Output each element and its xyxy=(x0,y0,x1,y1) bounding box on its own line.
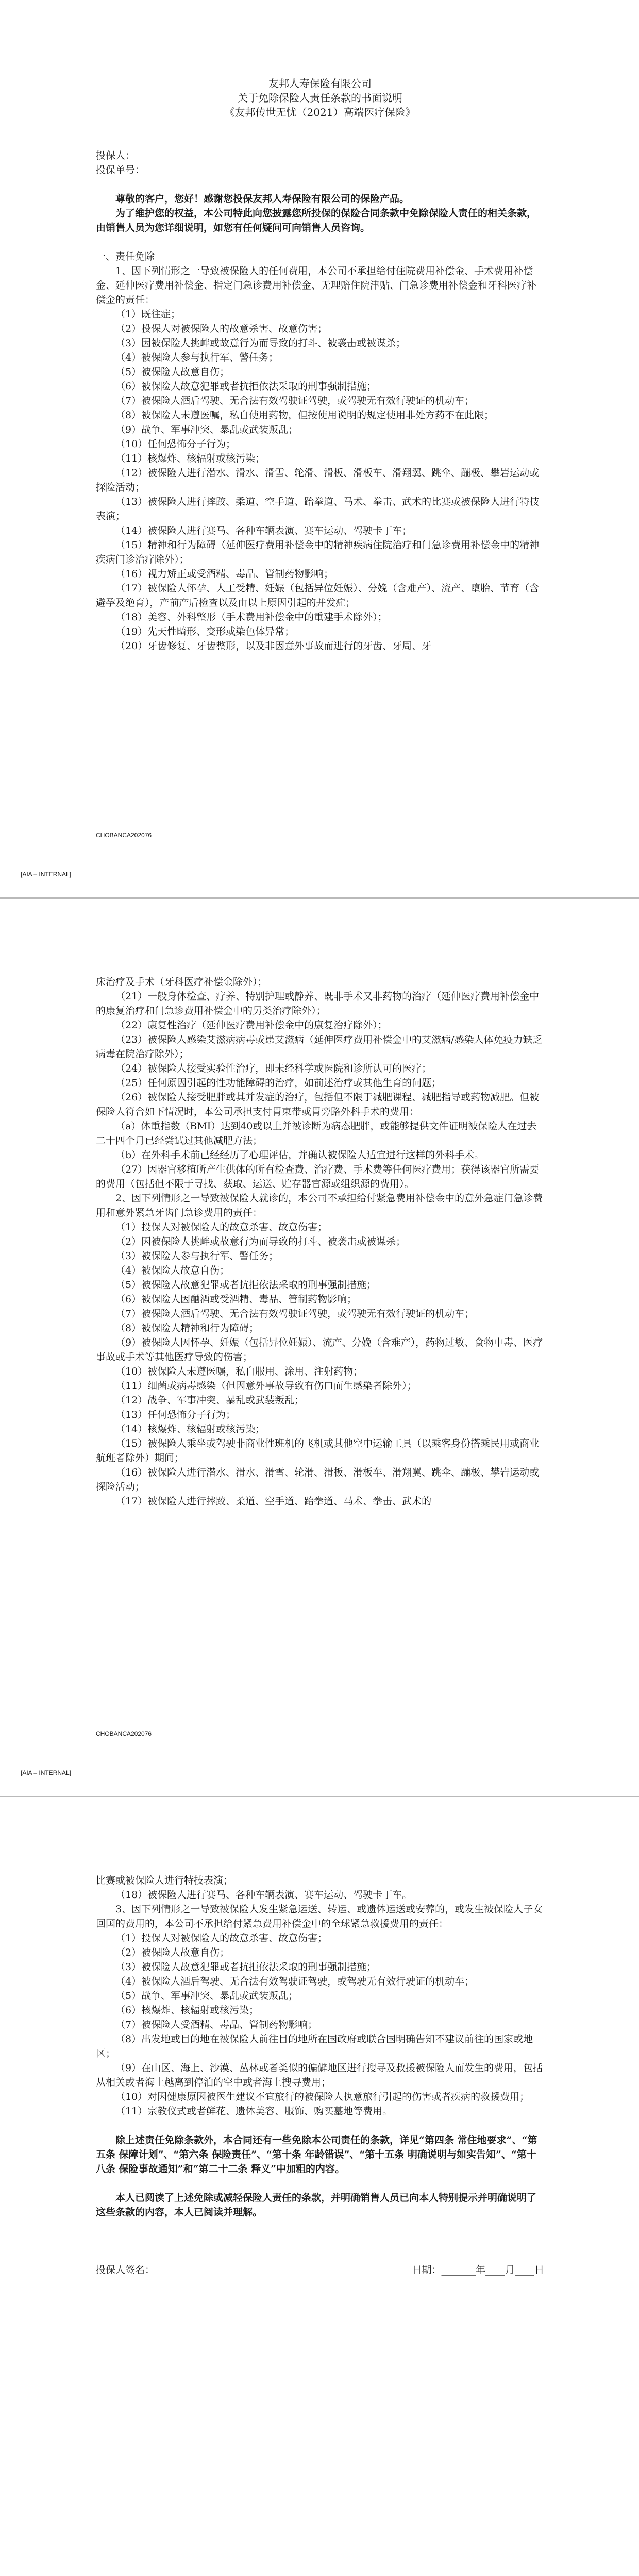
clause-item: （7）被保险人酒后驾驶、无合法有效驾驶证驾驶，或驾驶无有效行驶证的机动车； xyxy=(115,395,475,406)
clause-item: （5）战争、军事冲突、暴乱或武装叛乱； xyxy=(115,1990,298,2002)
clause-item: （13）任何恐怖分子行为； xyxy=(115,1409,236,1420)
clause-item: （20）牙齿修复、牙齿整形，以及非因意外事故而进行的牙齿、牙周、牙 xyxy=(115,640,432,652)
company-name: 友邦人寿保险有限公司 xyxy=(268,77,372,90)
clause-item: （15）被保险人乘坐或驾驶非商业性班机的飞机或其他空中运输工具（以乘客身份搭乘民用或商业航班者除外）期间； xyxy=(96,1438,540,1464)
applicant-declaration: 本人已阅读了上述免除或减轻保险人责任的条款，并明确销售人员已向本人特别提示并明确说明了这些条款的内容，本人已阅读并理解。 xyxy=(96,2192,537,2218)
clause-item: （13）被保险人进行摔跤、柔道、空手道、跆拳道、马术、拳击、武术的比赛或被保险人进行特技表演； xyxy=(96,496,540,522)
intro-greeting: 尊敬的客户，您好！感谢您投保友邦人寿保险有限公司的保险产品。 xyxy=(115,193,410,205)
clause-item: （16）被保险人进行潜水、滑水、滑雪、轮滑、滑板、滑板车、滑翔翼、跳伞、蹦极、攀岩运动或探险活动； xyxy=(96,1467,540,1493)
document-code: CHOBANCA202076 xyxy=(96,1730,152,1737)
clause-item: （8）被保险人精神和行为障碍； xyxy=(115,1323,259,1334)
clause-item: （3）被保险人参与执行军、警任务； xyxy=(115,1250,279,1262)
clause-item: （5）被保险人故意自伤； xyxy=(115,366,230,378)
clause-item: （18）美容、外科整形（手术费用补偿金中的重建手术除外）； xyxy=(115,612,388,623)
clause-item: 3、因下列情形之一导致被保险人发生紧急运送、转运、或遗体运送或安葬的，或发生被保险人子女回国的费用的，本公司不承担给付紧急费用补偿金中的全球紧急救援费用的责任： xyxy=(96,1904,543,1929)
page-3 xyxy=(0,1797,639,2576)
signature-date: 日期：_______年____月____日 xyxy=(412,2264,544,2276)
clause-item: （10）对因健康原因被医生建议不宜旅行的被保险人执意旅行引起的伤害或者疾病的救援费用； xyxy=(115,2091,530,2103)
clause-item: （26）被保险人接受肥胖或其并发症的治疗，包括但不限于减肥课程、减肥指导或药物减肥。但被保险人符合如下情况时，本公司承担支付胃束带或胃旁路外科手术的费用： xyxy=(96,1092,540,1117)
clause-item: （9）战争、军事冲突、暴乱或武装叛乱； xyxy=(115,424,298,435)
clause-item: （8）出发地或目的地在被保险人前往目的地所在国政府或联合国明确告知不建议前往的国家或地区； xyxy=(96,2033,533,2059)
clause-item: （19）先天性畸形、变形或染色体异常； xyxy=(115,626,295,637)
clause-item: （7）被保险人受酒精、毒品、管制药物影响； xyxy=(115,2019,318,2030)
clause-item: 2、因下列情形之一导致被保险人就诊的，本公司不承担给付紧急费用补偿金中的意外急症门急诊费用和意外紧急牙齿门急诊费用的责任： xyxy=(96,1193,543,1218)
clause-item: （2）因被保险人挑衅或故意行为而导致的打斗、被袭击或被谋杀； xyxy=(115,1236,406,1247)
clause-item: （15）精神和行为障碍（延伸医疗费用补偿金中的精神疾病住院治疗和门急诊费用补偿金中的精神疾病门诊治疗除外）； xyxy=(96,539,540,565)
clause-item: （2）被保险人故意自伤； xyxy=(115,1947,230,1958)
clause-item: （11）细菌或病毒感染（但因意外事故导致有伤口而生感染者除外）； xyxy=(115,1380,417,1392)
clause-item: 1、因下列情形之一导致被保险人的任何费用，本公司不承担给付住院费用补偿金、手术费用补偿金、延伸医疗费用补偿金、指定门急诊费用补偿金、无理赔住院津贴、门急诊费用补偿金和牙科医疗补偿金的责任： xyxy=(96,265,537,306)
clause-item: （9）在山区、海上、沙漠、丛林或者类似的偏僻地区进行搜寻及救援被保险人而发生的费用，包括从相关或者海上越离到停泊的空中或者海上搜寻费用； xyxy=(96,2062,543,2088)
clause-item: （8）被保险人未遵医嘱，私自使用药物，但按使用说明的规定使用非处方药不在此限； xyxy=(115,410,494,421)
clause-item: （2）投保人对被保险人的故意杀害、故意伤害； xyxy=(115,323,328,334)
clause-item: （4）被保险人参与执行军、警任务； xyxy=(115,352,279,363)
clause-item: （22）康复性治疗（延伸医疗费用补偿金中的康复治疗除外）； xyxy=(115,1020,388,1031)
clause-item: （3）因被保险人挑衅或故意行为而导致的打斗、被袭击或被谋杀； xyxy=(115,337,406,349)
clause-item: （10）任何恐怖分子行为； xyxy=(115,438,236,450)
clause-item: （1）既往症； xyxy=(115,309,181,320)
clause-item: （a）体重指数（BMI）达到40或以上并被诊断为病态肥胖，或能够提供文件证明被保险人在过去二十四个月已经尝试过其他减肥方法； xyxy=(96,1121,537,1146)
document-code: CHOBANCA202076 xyxy=(96,832,152,839)
clause-item: （16）视力矫正或受酒精、毒品、管制药物影响； xyxy=(115,568,334,580)
signature-row xyxy=(96,2263,544,2277)
intro-statement: 为了维护您的权益，本公司特此向您披露您所投保的保险合同条款中免除保险人责任的相关条款，由销售人员为您详细说明，如您有任何疑问可向销售人员咨询。 xyxy=(96,208,537,233)
clause-item: （14）被保险人进行赛马、各种车辆表演、赛车运动、驾驶卡丁车； xyxy=(115,525,412,536)
clause-item: （6）被保险人故意犯罪或者抗拒依法采取的刑事强制措施； xyxy=(115,381,377,392)
clause-item: （17）被保险人进行摔跤、柔道、空手道、跆拳道、马术、拳击、武术的 xyxy=(115,1496,432,1507)
clause-item: （12）被保险人进行潜水、滑水、滑雪、轮滑、滑板、滑板车、滑翔翼、跳伞、蹦极、攀岩运动或探险活动； xyxy=(96,467,540,493)
document-title: 关于免除保险人责任条款的书面说明 xyxy=(238,92,402,104)
clause-item: 比赛或被保险人进行特技表演； xyxy=(96,1875,233,1886)
clause-item: （27）因器官移植所产生供体的所有检查费、治疗费、手术费等任何医疗费用；获得该器官所需要的费用（包括但不限于寻找、获取、运送、贮存器官源或组织源的费用）。 xyxy=(96,1164,540,1190)
policy-number-label: 投保单号： xyxy=(96,164,145,176)
clause-item: （11）宗教仪式或者鲜花、遗体美容、服饰、购买墓地等费用。 xyxy=(115,2106,393,2117)
clause-item: （21）一般身体检查、疗养、特别护理或静养、既非手术又非药物的治疗（延伸医疗费用补偿金中的康复治疗和门急诊费用补偿金中的另类治疗除外）； xyxy=(96,991,540,1016)
section-title-exclusions: 一、责任免除 xyxy=(96,251,155,262)
page-2 xyxy=(0,899,639,1795)
clause-item: （9）被保险人因怀孕、妊娠（包括异位妊娠）、流产、分娩（含难产），药物过敏、食物中毒、医疗事故或手术等其他医疗导致的伤害； xyxy=(96,1337,543,1363)
clause-item: （12）战争、军事冲突、暴乱或武装叛乱； xyxy=(115,1395,305,1406)
clause-item: （1）投保人对被保险人的故意杀害、故意伤害； xyxy=(115,1222,328,1233)
clause-item: （14）核爆炸、核辐射或核污染； xyxy=(115,1423,265,1435)
clause-item: （24）被保险人接受实验性治疗，即未经科学或医院和诊所认可的医疗； xyxy=(115,1063,432,1074)
clause-item: （5）被保险人故意犯罪或者抗拒依法采取的刑事强制措施； xyxy=(115,1279,377,1291)
clause-item: （1）投保人对被保险人的故意杀害、故意伤害； xyxy=(115,1933,328,1944)
additional-exclusions-notice: 除上述责任免除条款外，本合同还有一些免除本公司责任的条款，详见“第四条 常住地要求”、“第五条 保障计划”、“第六条 保险责任”、“第十条 年龄错误”、“第十五条 明确说明与如实告知”、“第十八条 保险事故通知”和“第二十二条 释义”中加粗的内容。 xyxy=(96,2134,537,2175)
clause-item: （6）核爆炸、核辐射或核污染； xyxy=(115,2005,259,2016)
page-1 xyxy=(0,0,639,896)
clause-item: （4）被保险人故意自伤； xyxy=(115,1265,230,1276)
clause-item: （3）被保险人故意犯罪或者抗拒依法采取的刑事强制措施； xyxy=(115,1961,377,1973)
clause-item: （11）核爆炸、核辐射或核污染； xyxy=(115,453,265,464)
clause-item: （23）被保险人感染艾滋病病毒或患艾滋病（延伸医疗费用补偿金中的艾滋病/感染人体免疫力缺乏病毒在院治疗除外）； xyxy=(96,1034,543,1060)
classification-label: [AIA – INTERNAL] xyxy=(21,1769,72,1776)
classification-label: [AIA – INTERNAL] xyxy=(21,871,72,878)
applicant-signature-label: 投保人签名： xyxy=(96,2264,155,2276)
applicant-name-label: 投保人： xyxy=(96,150,136,161)
clause-item: （18）被保险人进行赛马、各种车辆表演、赛车运动、驾驶卡丁车。 xyxy=(115,1889,412,1901)
clause-item: （10）被保险人未遵医嘱，私自服用、涂用、注射药物； xyxy=(115,1366,363,1377)
clause-item: （b）在外科手术前已经经历了心理评估，并确认被保险人适宜进行这样的外科手术。 xyxy=(115,1149,484,1161)
clause-item: （6）被保险人因酗酒或受酒精、毒品、管制药物影响； xyxy=(115,1294,357,1305)
clause-item: （25）任何原因引起的性功能障碍的治疗，如前述治疗或其他生育的问题； xyxy=(115,1077,442,1089)
clause-item: 床治疗及手术（牙科医疗补偿金除外）； xyxy=(96,976,267,988)
clause-item: （4）被保险人酒后驾驶、无合法有效驾驶证驾驶，或驾驶无有效行驶证的机动车； xyxy=(115,1976,475,1987)
clause-item: （7）被保险人酒后驾驶、无合法有效驾驶证驾驶，或驾驶无有效行驶证的机动车； xyxy=(115,1308,475,1319)
clause-item: （17）被保险人怀孕、人工受精、妊娠（包括异位妊娠）、分娩（含难产）、流产、堕胎、节育（含避孕及绝育），产前产后检查以及由以上原因引起的并发症； xyxy=(96,583,540,608)
product-name: 《友邦传世无忧（2021）高端医疗保险》 xyxy=(224,106,416,118)
